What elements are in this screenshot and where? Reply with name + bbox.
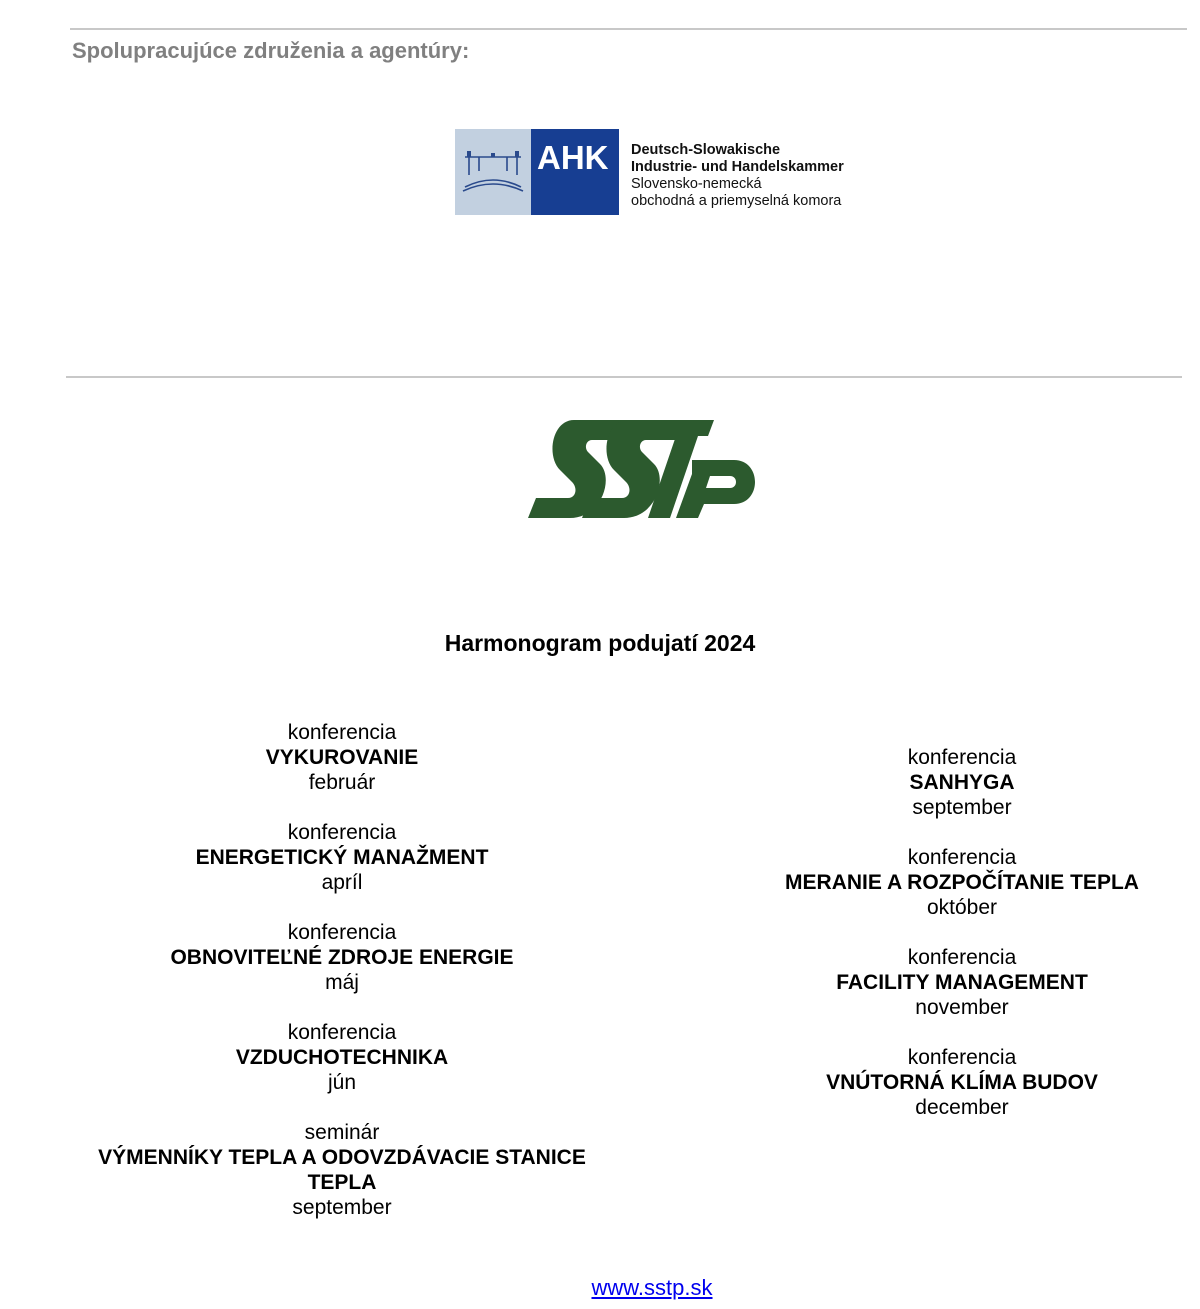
event-month: október bbox=[926, 896, 998, 919]
ahk-text bbox=[631, 142, 844, 210]
event-type: konferencia bbox=[907, 1046, 1017, 1069]
event-item bbox=[762, 845, 1162, 920]
building-icon bbox=[455, 129, 531, 215]
event-month: jún bbox=[327, 1071, 357, 1094]
event-month: november bbox=[915, 996, 1009, 1019]
events-right-column bbox=[762, 745, 1162, 1145]
schedule-title: Harmonogram podujatí 2024 bbox=[444, 630, 756, 656]
divider bbox=[70, 28, 1187, 30]
event-name: SANHYGA bbox=[909, 771, 1015, 794]
event-type: seminár bbox=[304, 1121, 380, 1144]
event-item bbox=[82, 820, 602, 895]
event-name: ENERGETICKÝ MANAŽMENT bbox=[195, 846, 489, 869]
event-item bbox=[762, 945, 1162, 1020]
ahk-logo bbox=[455, 129, 844, 215]
ahk-building-panel bbox=[455, 129, 531, 215]
event-month: február bbox=[308, 771, 376, 794]
event-name: VÝMENNÍKY TEPLA A ODOVZDÁVACIE STANICE TEPLA bbox=[98, 1146, 586, 1194]
event-month: december bbox=[915, 1096, 1009, 1119]
event-month: máj bbox=[325, 971, 359, 994]
event-month: september bbox=[912, 796, 1012, 819]
event-item bbox=[82, 1120, 602, 1220]
events-left-column bbox=[82, 720, 602, 1245]
ahk-line: obchodná a priemyselná komora bbox=[631, 193, 842, 209]
event-name: VNÚTORNÁ KLÍMA BUDOV bbox=[826, 1071, 1098, 1094]
event-name: OBNOVITEĽNÉ ZDROJE ENERGIE bbox=[170, 946, 514, 969]
event-item bbox=[82, 920, 602, 995]
event-type: konferencia bbox=[287, 1021, 397, 1044]
event-month: september bbox=[292, 1196, 392, 1219]
event-month: apríl bbox=[321, 871, 363, 894]
ahk-line: Industrie- und Handelskammer bbox=[631, 159, 844, 175]
event-item bbox=[82, 720, 602, 795]
sstp-logo bbox=[526, 418, 758, 520]
event-item bbox=[762, 745, 1162, 820]
event-name: MERANIE A ROZPOČÍTANIE TEPLA bbox=[785, 871, 1139, 894]
event-type: konferencia bbox=[907, 946, 1017, 969]
ahk-wordmark: AHK bbox=[537, 139, 609, 176]
divider bbox=[66, 376, 1182, 378]
website-link[interactable]: www.sstp.sk bbox=[591, 1275, 713, 1300]
event-name: VYKUROVANIE bbox=[265, 746, 419, 769]
event-name: VZDUCHOTECHNIKA bbox=[235, 1046, 449, 1069]
partners-heading: Spolupracujúce združenia a agentúry: bbox=[72, 38, 470, 63]
ahk-line: Slovensko-nemecká bbox=[631, 176, 762, 192]
event-name: FACILITY MANAGEMENT bbox=[836, 971, 1088, 994]
event-type: konferencia bbox=[287, 821, 397, 844]
event-type: konferencia bbox=[287, 921, 397, 944]
event-item bbox=[762, 1045, 1162, 1120]
event-type: konferencia bbox=[907, 746, 1017, 769]
event-type: konferencia bbox=[287, 721, 397, 744]
event-type: konferencia bbox=[907, 846, 1017, 869]
event-item bbox=[82, 1020, 602, 1095]
ahk-line: Deutsch-Slowakische bbox=[631, 142, 781, 158]
